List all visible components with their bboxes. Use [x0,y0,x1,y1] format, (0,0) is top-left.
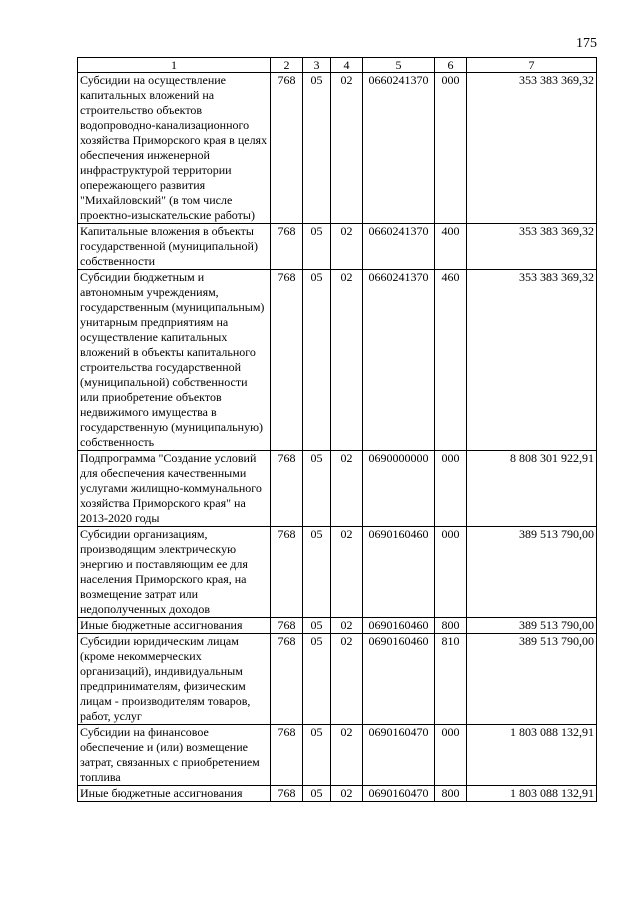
ministry-code: 768 [271,451,303,527]
subsection-code: 02 [331,634,363,725]
expense-type-code: 000 [435,725,467,786]
target-article-code: 0690160460 [363,634,435,725]
row-name: Субсидии на осуществление капитальных вложений на строительство объектов водопроводно-канализационного хозяйства Приморского края в целях обеспечения инженерной инфраструктурой территории опережающего развития "Михайловский" (в том числе проектно-изыскательские работы) [78,73,271,224]
column-header-5: 5 [363,58,435,73]
row-name: Субсидии бюджетным и автономным учреждениям, государственным (муниципальным) унитарным предприятиям на осуществление капитальных вложений в объекты капитального строительства государственной (муниципальной) собственности или приобретение объектов недвижимого имущества в государственную (муниципальную) собственность [78,270,271,451]
subsection-code: 02 [331,451,363,527]
column-header-1: 1 [78,58,271,73]
amount: 1 803 088 132,91 [467,725,597,786]
column-header-2: 2 [271,58,303,73]
table-row [78,451,597,527]
row-name: Субсидии организациям, производящим электрическую энергию и поставляющим ее для населения Приморского края, на возмещение затрат или недополученных доходов [78,527,271,618]
amount: 389 513 790,00 [467,527,597,618]
target-article-code: 0690160470 [363,725,435,786]
section-code: 05 [303,224,331,270]
section-code: 05 [303,270,331,451]
row-name: Субсидии на финансовое обеспечение и (или) возмещение затрат, связанных с приобретением топлива [78,725,271,786]
section-code: 05 [303,725,331,786]
ministry-code: 768 [271,527,303,618]
ministry-code: 768 [271,618,303,634]
ministry-code: 768 [271,73,303,224]
target-article-code: 0690160460 [363,618,435,634]
target-article-code: 0690160460 [363,527,435,618]
header-row [78,58,597,73]
page-number: 175 [576,36,597,51]
table-row [78,73,597,224]
expense-type-code: 000 [435,451,467,527]
table-row [78,725,597,786]
amount: 353 383 369,32 [467,270,597,451]
target-article-code: 0660241370 [363,224,435,270]
row-name: Иные бюджетные ассигнования [78,786,271,802]
amount: 353 383 369,32 [467,224,597,270]
section-code: 05 [303,634,331,725]
section-code: 05 [303,451,331,527]
row-name: Субсидии юридическим лицам (кроме некоммерческих организаций), индивидуальным предпринимателям, физическим лицам - производителям товаров, работ, услуг [78,634,271,725]
target-article-code: 0690160470 [363,786,435,802]
subsection-code: 02 [331,224,363,270]
column-header-6: 6 [435,58,467,73]
ministry-code: 768 [271,725,303,786]
row-name: Подпрограмма "Создание условий для обеспечения качественными услугами жилищно-коммунального хозяйства Приморского края" на 2013-2020 годы [78,451,271,527]
subsection-code: 02 [331,618,363,634]
budget-table [77,57,597,802]
table-row [78,634,597,725]
subsection-code: 02 [331,527,363,618]
expense-type-code: 810 [435,634,467,725]
column-header-3: 3 [303,58,331,73]
amount: 8 808 301 922,91 [467,451,597,527]
subsection-code: 02 [331,786,363,802]
table-row [78,527,597,618]
ministry-code: 768 [271,224,303,270]
amount: 1 803 088 132,91 [467,786,597,802]
table-row [78,618,597,634]
table-header [78,58,597,73]
target-article-code: 0660241370 [363,73,435,224]
amount: 389 513 790,00 [467,634,597,725]
table-row [78,786,597,802]
ministry-code: 768 [271,786,303,802]
table-body [78,73,597,802]
section-code: 05 [303,618,331,634]
row-name: Капитальные вложения в объекты государственной (муниципальной) собственности [78,224,271,270]
amount: 389 513 790,00 [467,618,597,634]
target-article-code: 0660241370 [363,270,435,451]
subsection-code: 02 [331,725,363,786]
section-code: 05 [303,527,331,618]
expense-type-code: 800 [435,786,467,802]
column-header-4: 4 [331,58,363,73]
section-code: 05 [303,73,331,224]
target-article-code: 0690000000 [363,451,435,527]
expense-type-code: 460 [435,270,467,451]
table-row [78,224,597,270]
ministry-code: 768 [271,634,303,725]
row-name: Иные бюджетные ассигнования [78,618,271,634]
subsection-code: 02 [331,270,363,451]
expense-type-code: 800 [435,618,467,634]
section-code: 05 [303,786,331,802]
ministry-code: 768 [271,270,303,451]
expense-type-code: 000 [435,527,467,618]
column-header-7: 7 [467,58,597,73]
subsection-code: 02 [331,73,363,224]
expense-type-code: 400 [435,224,467,270]
expense-type-code: 000 [435,73,467,224]
amount: 353 383 369,32 [467,73,597,224]
table-row [78,270,597,451]
